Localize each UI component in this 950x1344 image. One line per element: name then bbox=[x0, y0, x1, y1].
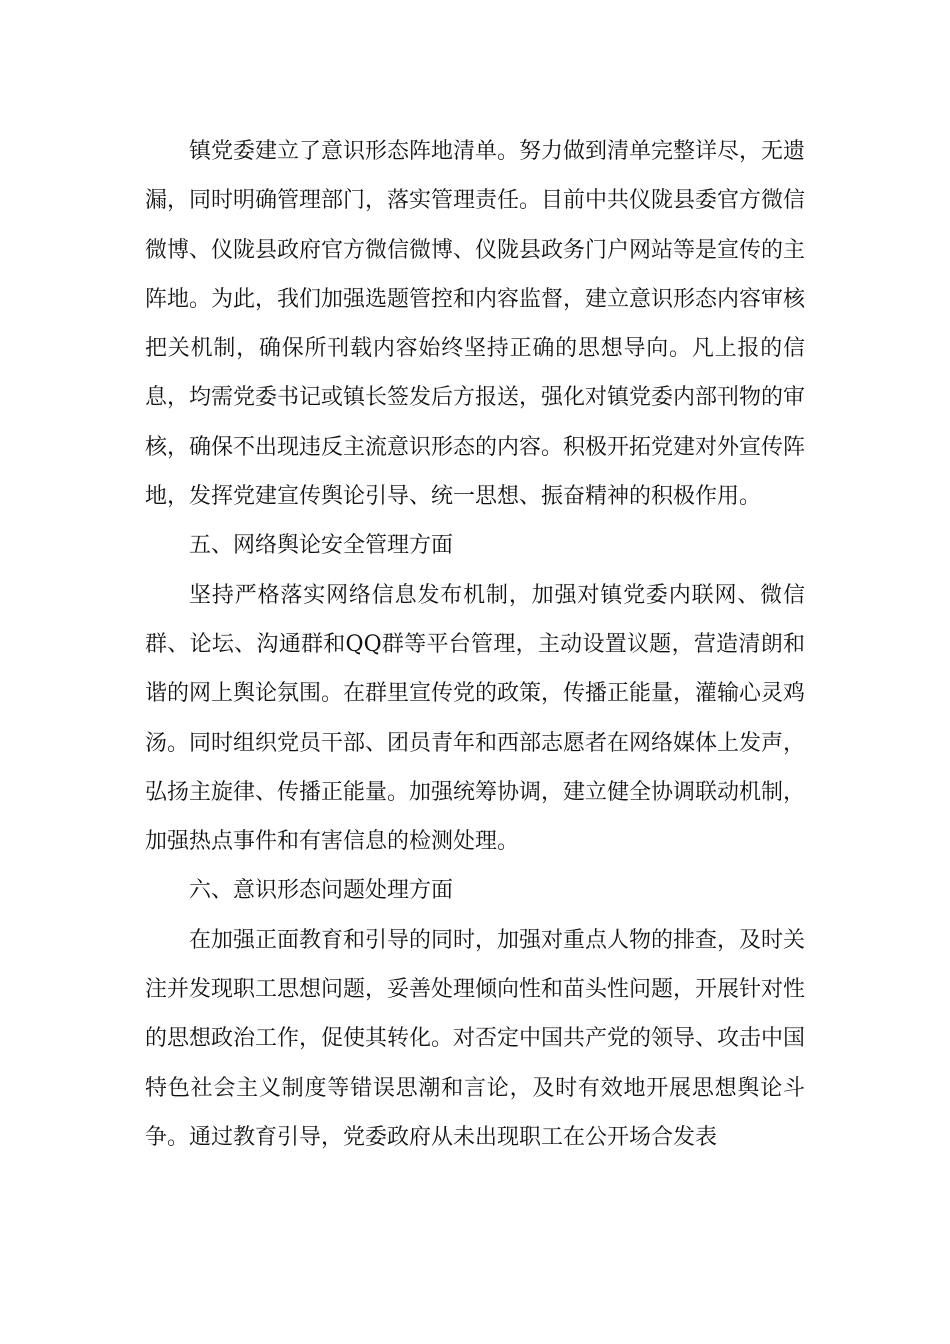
section-heading-ideology-issues: 六、意识形态问题处理方面 bbox=[189, 878, 454, 904]
paragraph-issue-handling: 在加强正面教育和引导的同时，加强对重点人物的排查，及时关注并发现职工思想问题，妥善处理倾向性和苗头性问题，开展针对性的思想政治工作，促使其转化。对否定中国共产党的领导、攻击中国特色社会主义制度等错误思潮和言论，及时有效地开展思想舆论斗争。通过教育引导，党委政府从未出现职工在公开场合发表 bbox=[145, 927, 806, 1150]
paragraph-position-list: 镇党委建立了意识形态阵地清单。努力做到清单完整详尽，无遗漏，同时明确管理部门，落实管理责任。目前中共仪陇县委官方微信微博、仪陇县政府官方微信微博、仪陇县政务门户网站等是宣传的主阵地。为此，我们加强选题管控和内容监督，建立意识形态内容审核把关机制，确保所刊载内容始终坚持正确的思想导向。凡上报的信息，均需党委书记或镇长签发后方报送，强化对镇党委内部刊物的审核，确保不出现违反主流意识形态的内容。积极开拓党建对外宣传阵地，发挥党建宣传舆论引导、统一思想、振奋精神的积极作用。 bbox=[145, 139, 806, 510]
paragraph-network-management: 坚持严格落实网络信息发布机制，加强对镇党委内联网、微信群、论坛、沟通群和QQ群等平台管理，主动设置议题，营造清朗和谐的网上舆论氛围。在群里宣传党的政策，传播正能量，灌输心灵鸡汤。同时组织党员干部、团员青年和西部志愿者在网络媒体上发声，弘扬主旋律、传播正能量。加强统筹协调，建立健全协调联动机制，加强热点事件和有害信息的检测处理。 bbox=[145, 582, 806, 855]
section-heading-network-opinion: 五、网络舆论安全管理方面 bbox=[189, 533, 454, 559]
document-body bbox=[145, 127, 805, 1162]
